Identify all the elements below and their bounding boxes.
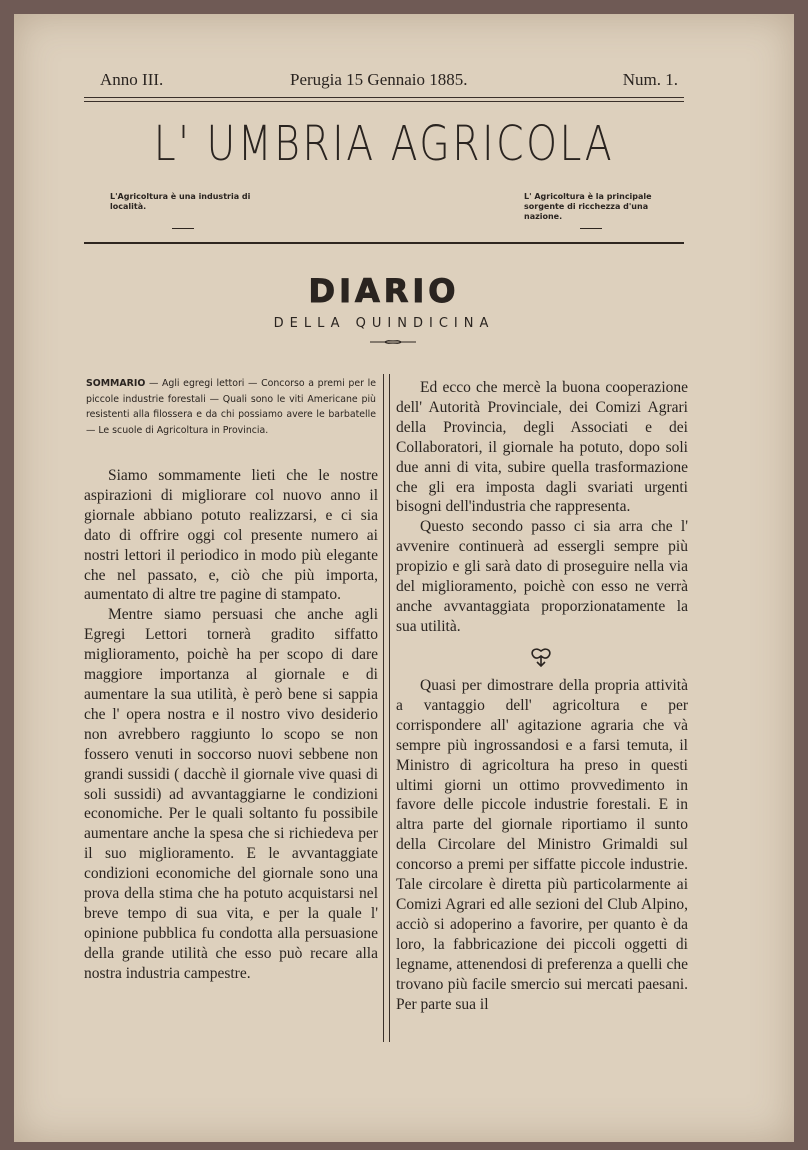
issue-year: Anno III.	[100, 70, 164, 89]
paragraph: Quasi per dimostrare della propria attività a vantaggio dell' agricoltura e per corrispondere all' agitazione agraria che và sempre più ingrossandosi e a farsi temuta, il Ministro di agricoltura ha preso in questi ultimi giorni un ottimo provvedimento in favore delle piccole industrie forestali. E in altra parte del giornale riportiamo il sunto della Circolare del Ministro Grimaldi sul concorso a premi per siffatte piccole industrie. Tale circolare è diretta più particolarmente ai Comizi Agrari ed alle sezioni del Club Alpino, acciò si adoperino a favorire, per quanto è da loro, la fabbricazione dei piccoli oggetti di legname, attenendosi di preferenza a quelli che trovano più facile smercio sui mercati paesani. Per parte sua il	[396, 677, 688, 1013]
motto-left-dash	[172, 228, 194, 229]
motto-right: L' Agricoltura è la principale sorgente di ricchezza d'una nazione.	[524, 192, 652, 221]
paragraph: Questo secondo passo ci sia arra che l' avvenire continuerà ad essergli sempre più propizio e gli sarà dato di proseguire nella via del miglioramento, poichè con esso ne verrà anche avvantaggiata proporzionatamente la sua utilità.	[396, 518, 688, 635]
issue-number: Num. 1.	[622, 70, 678, 89]
motto-left: L'Agricoltura è una industria di località.	[110, 192, 251, 211]
paragraph: Mentre siamo persuasi che anche agli Egregi Lettori tornerà gradito siffatto miglioramento, poichè ha per scopo di dare maggiore importanza al giornale e di aumentare la sua utilità, è però bene si sappia che l' opera nostra e il nostro vivo desiderio non avrebbero raggiunto lo scopo se non fossero venuti in soccorso nuovi sebbene non grandi sussidi ( dacchè il giornale vive quasi di soli sussidi) ad avvantaggiarne le condizioni economiche. Per le quali soltanto fu possibile aumentare anche la spesa che si richiedeva per il suo miglioramento. E le avvantaggiate condizioni economiche del giornale sono una prova della stima che ha potuto acquistarsi nel breve tempo di sua vita, e per la quale l' opinione pubblica fu condotta alla persuasione della grande utilità che esso può recare alla nostra industria campestre.	[84, 606, 378, 982]
paragraph: Siamo sommamente lieti che le nostre aspirazioni di migliorare col nuovo anno il giornale abbiano potuto realizzarsi, e ci sia dato di offrire oggi col presente numero ai nostri lettori il periodico in modo più elegante che nel passato, e, ciò che più importa, aumentato di altre tre pagine di stampato.	[84, 467, 378, 604]
right-column-top	[396, 378, 688, 637]
column-divider	[383, 374, 390, 1042]
section-title: DIARIO	[308, 272, 460, 310]
summary-text: — Agli egregi lettori — Concorso a premi per le piccole industrie forestali — Quali sono le viti Americane più resistenti alla filossera e da chi possiamo avere le barbatelle — Le scuole di Agricoltura in Provincia.	[86, 378, 376, 436]
summary-label: SOMMARIO	[86, 378, 146, 389]
section-subtitle: DELLA QUINDICINA	[273, 316, 495, 331]
subtitle-ornament-icon	[370, 340, 416, 344]
masthead-rule	[84, 242, 684, 244]
issue-date: Perugia 15 Gennaio 1885.	[290, 70, 468, 89]
page-header	[100, 70, 684, 92]
paragraph: Ed ecco che mercè la buona cooperazione dell' Autorità Provinciale, dei Comizi Agrari della Provincia, degli Associati e dei Collaboratori, il giornale ha potuto, dopo soli due anni di vita, subire quella trasformazione che gli era imposta dagli svariati urgenti bisogni dell'industria che rappresenta.	[396, 379, 688, 516]
header-rule	[84, 97, 684, 102]
motto-right-dash	[580, 228, 602, 229]
fleuron-icon	[527, 648, 555, 668]
masthead-title: L' UMBRIA AGRICOLA	[153, 116, 615, 172]
right-column-bottom	[396, 676, 688, 1014]
summary	[86, 376, 376, 438]
left-column	[84, 466, 378, 984]
